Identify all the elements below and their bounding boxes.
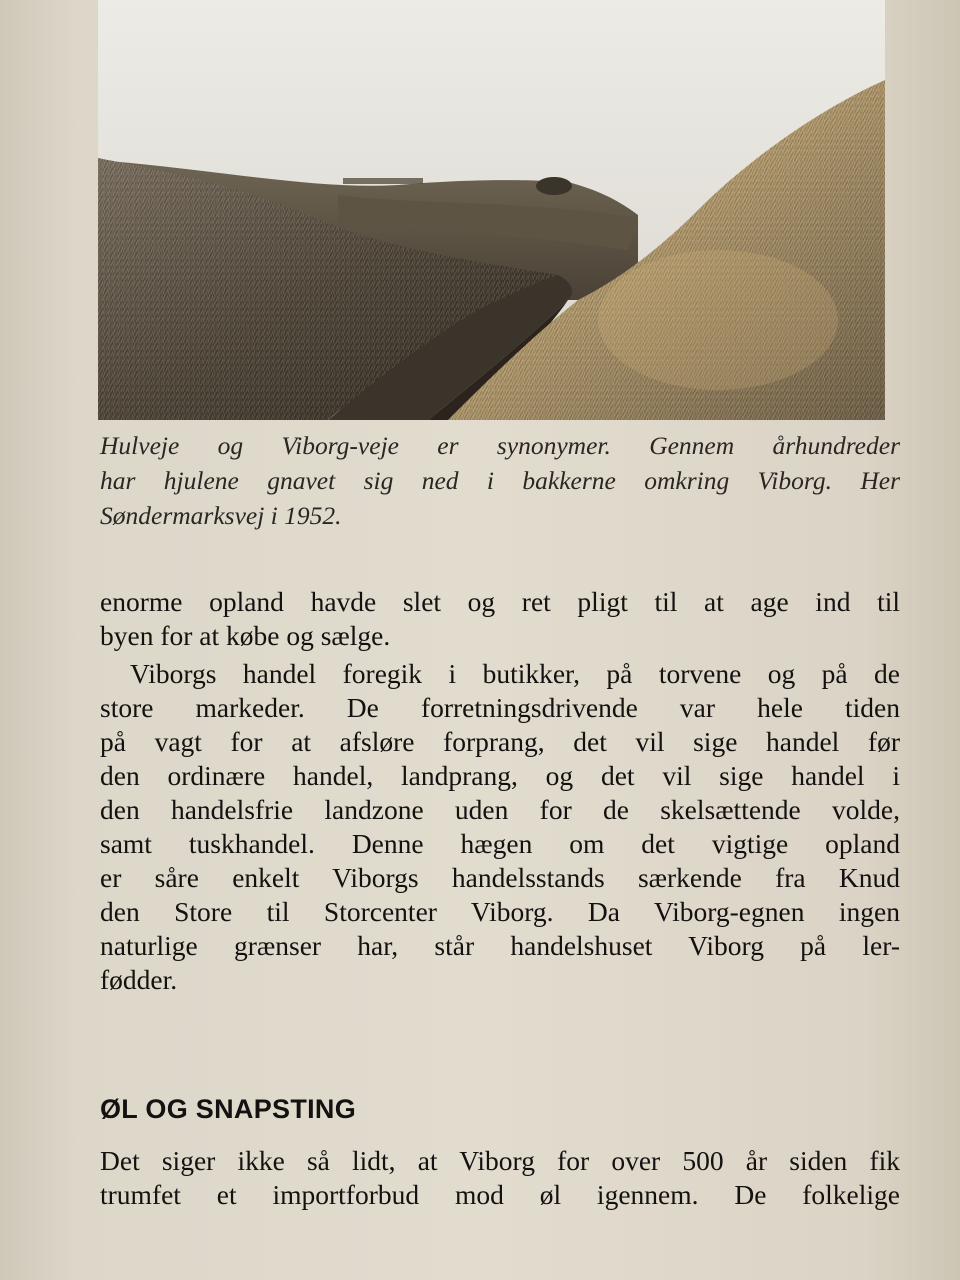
paragraph-opland <box>100 585 900 653</box>
paragraph-line: naturlige grænser har, står handelshuset Viborg på ler- <box>100 930 900 961</box>
paragraph-line: er såre enkelt Viborgs handelsstands særkende fra Knud <box>100 862 900 893</box>
paragraph-line: på vagt for at afsløre forprang, det vil sige handel før <box>100 726 900 757</box>
paragraph-line: samt tuskhandel. Denne hægen om det vigtige opland <box>100 828 900 859</box>
paragraph-line: Det siger ikke så lidt, at Viborg for over 500 år siden fik <box>100 1145 900 1176</box>
landscape-photo-icon <box>98 0 885 420</box>
paragraph-line: den handelsfrie landzone uden for de skelsættende volde, <box>100 794 900 825</box>
paragraph-line: enorme opland havde slet og ret pligt til at age ind til <box>100 586 900 617</box>
paragraph-line: den ordinære handel, landprang, og det vil sige handel i <box>100 760 900 791</box>
paragraph-line: fødder. <box>100 964 178 995</box>
paragraph-line: byen for at købe og sælge. <box>100 620 391 651</box>
section-heading: ØL OG SNAPSTING <box>100 1094 357 1124</box>
hollow-way-photo <box>98 0 885 420</box>
caption-line: Hulveje og Viborg-veje er synonymer. Gennem århundreder <box>100 431 900 460</box>
paragraph-ol <box>100 1144 900 1212</box>
caption-line: Søndermarksvej i 1952. <box>100 501 342 530</box>
paragraph-handel <box>100 657 900 997</box>
paragraph-line: store markeder. De forretningsdrivende var hele tiden <box>100 692 900 723</box>
paragraph-line: trumfet et importforbud mod øl igennem. De folkelige <box>100 1179 900 1210</box>
paragraph-line: Viborgs handel foregik i butikker, på torvene og på de <box>130 658 900 689</box>
paragraph-line: den Store til Storcenter Viborg. Da Viborg-egnen ingen <box>100 896 900 927</box>
photo-caption <box>100 428 900 533</box>
caption-line: har hjulene gnavet sig ned i bakkerne omkring Viborg. Her <box>100 466 900 495</box>
